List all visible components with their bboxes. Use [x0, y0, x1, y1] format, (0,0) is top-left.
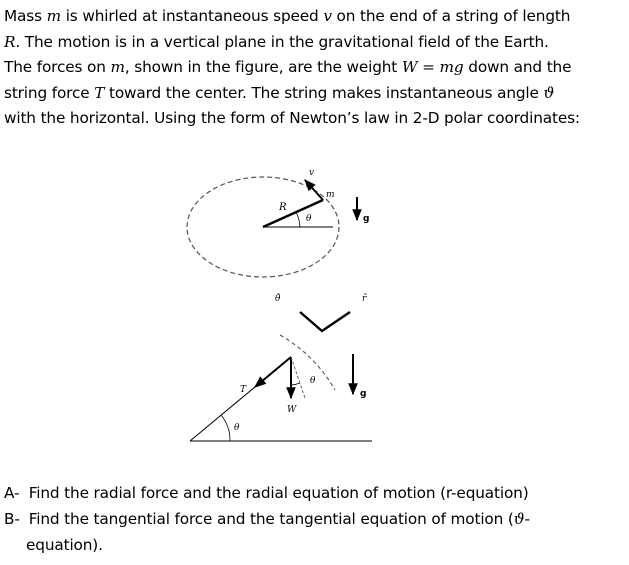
velocity-vector — [305, 180, 323, 200]
question-list — [4, 480, 626, 558]
tension-label: T — [240, 385, 247, 395]
vertical-reference — [291, 357, 305, 398]
problem-statement — [4, 4, 626, 132]
speed-label: v — [309, 168, 315, 178]
question-a: A- Find the radial force and the radial equation of motion (r-equation) — [4, 484, 529, 502]
radius-line — [263, 200, 323, 227]
path-arc-bottom — [280, 335, 335, 390]
angle-arc-bottom — [221, 415, 230, 441]
gravity-label-bottom: g — [360, 389, 367, 399]
theta-hat-label: θ̂ — [275, 294, 281, 304]
gravity-label-top: g — [363, 214, 370, 224]
angle-label-bottom: θ — [234, 423, 240, 433]
question-b: B- Find the tangential force and the tangential equation of motion (ϑ- equation). — [4, 510, 530, 554]
statement-line-2: R. The motion is in a vertical plane in the gravitational field of the Earth. — [4, 32, 549, 51]
angle-label-top: θ — [306, 214, 312, 224]
angle-arc-top — [296, 212, 300, 227]
statement-line-1: Mass m is whirled at instantaneous speed v on the end of a string of length — [4, 7, 571, 25]
angle-arc-mid — [291, 383, 300, 385]
angle-label-mid: θ — [310, 376, 316, 386]
mass-label: m — [326, 190, 335, 200]
force-diagram — [0, 150, 629, 450]
statement-line-5: with the horizontal. Using the form of Newton’s law in 2-D polar coordinates: — [4, 109, 580, 127]
radius-label: R — [279, 202, 287, 213]
r-hat-label: r̂ — [362, 294, 367, 304]
statement-line-3: The forces on m, shown in the figure, are the weight W = mg down and the — [4, 58, 572, 76]
tension-vector — [255, 357, 291, 387]
unit-vectors-v — [300, 312, 350, 331]
statement-line-4: string force T toward the center. The string makes instantaneous angle ϑ — [4, 83, 555, 102]
weight-label: W — [287, 405, 297, 415]
